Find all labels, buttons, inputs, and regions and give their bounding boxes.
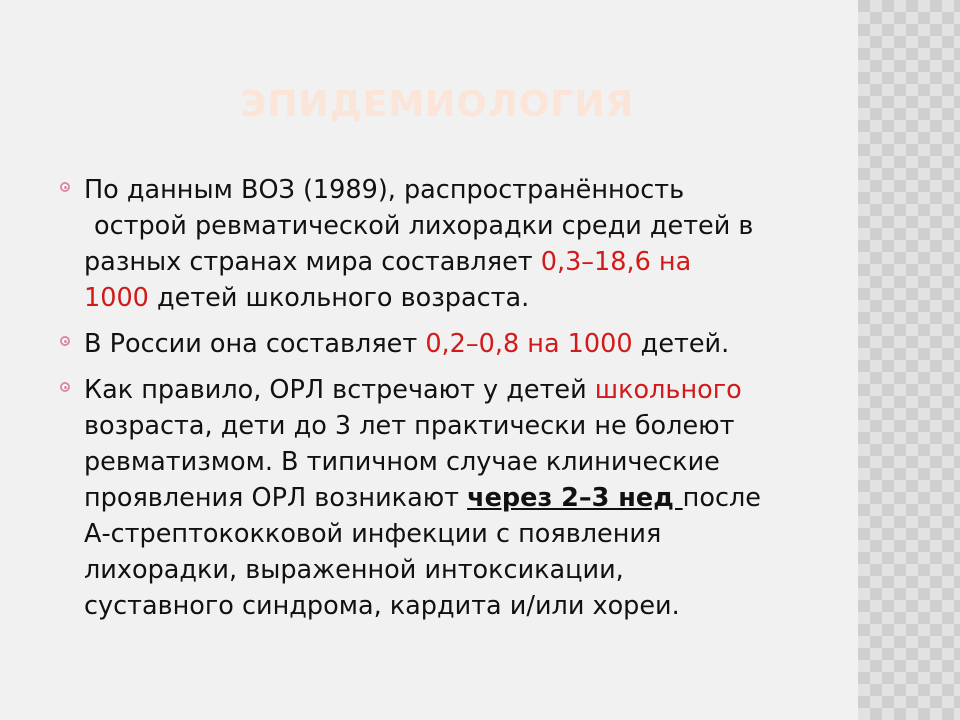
bullet-item-2 [60, 326, 820, 362]
decorative-pattern-strip [858, 0, 960, 720]
bullet-icon [60, 336, 70, 346]
bullet-item-3 [60, 372, 820, 624]
item-3-text: Как правило, ОРЛ встречают у детей школьного возраста, дети до 3 лет практически не болеют ревматизмом. В типичном случае клинические проявления ОРЛ возникают через 2–3 нед после А-стрептококковой инфекции с появления лихорадки, выраженной интоксикации, суставного синдрома, кардита и/или хореи. [84, 375, 761, 621]
bullet-item-1 [60, 172, 820, 316]
bullet-icon [60, 182, 70, 192]
slide-content [60, 172, 820, 634]
slide-title: ЭПИДЕМИОЛОГИЯ [240, 84, 635, 125]
item-2-text: В России она составляет 0,2–0,8 на 1000 детей. [84, 329, 730, 359]
item-1-text: По данным ВОЗ (1989), распространённость острой ревматической лихорадки среди детей в разных странах мира составляет 0,3–18,6 на 1000 детей школьного возраста. [84, 175, 754, 313]
bullet-icon [60, 382, 70, 392]
